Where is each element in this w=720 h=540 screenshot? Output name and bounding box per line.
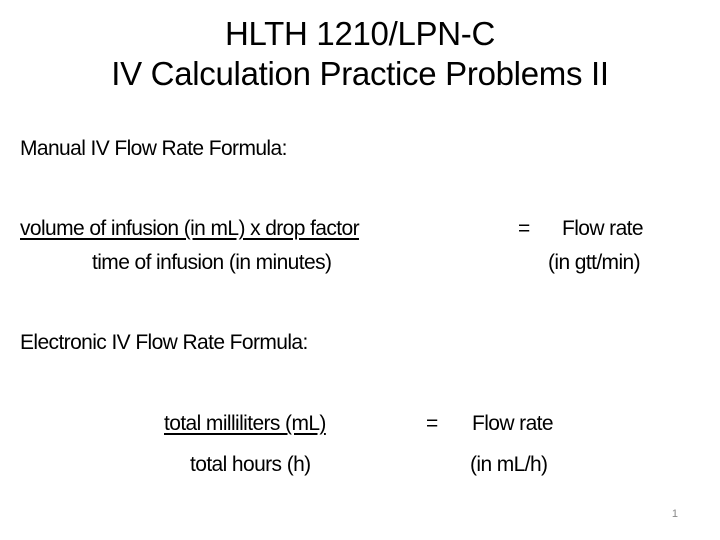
manual-formula-denominator: time of infusion (in minutes): [92, 251, 332, 274]
slide-title: [0, 14, 720, 94]
slide-page-number: 1: [671, 508, 678, 520]
title-line-topic: IV Calculation Practice Problems II: [111, 55, 609, 92]
manual-formula-numerator: volume of infusion (in mL) x drop factor: [20, 217, 359, 240]
manual-formula-equals: =: [518, 217, 530, 240]
electronic-formula-denominator: total hours (h): [190, 453, 311, 476]
electronic-formula-unit: (in mL/h): [470, 453, 548, 476]
electronic-formula-result: Flow rate: [472, 412, 553, 435]
electronic-formula-heading: Electronic IV Flow Rate Formula:: [20, 331, 308, 354]
manual-formula-unit: (in gtt/min): [548, 251, 640, 274]
title-line-course: HLTH 1210/LPN-C: [225, 15, 495, 52]
manual-formula-heading: Manual IV Flow Rate Formula:: [20, 137, 287, 160]
manual-formula-result: Flow rate: [562, 217, 643, 240]
electronic-formula-numerator: total milliliters (mL): [164, 412, 326, 435]
electronic-formula-equals: =: [426, 412, 438, 435]
